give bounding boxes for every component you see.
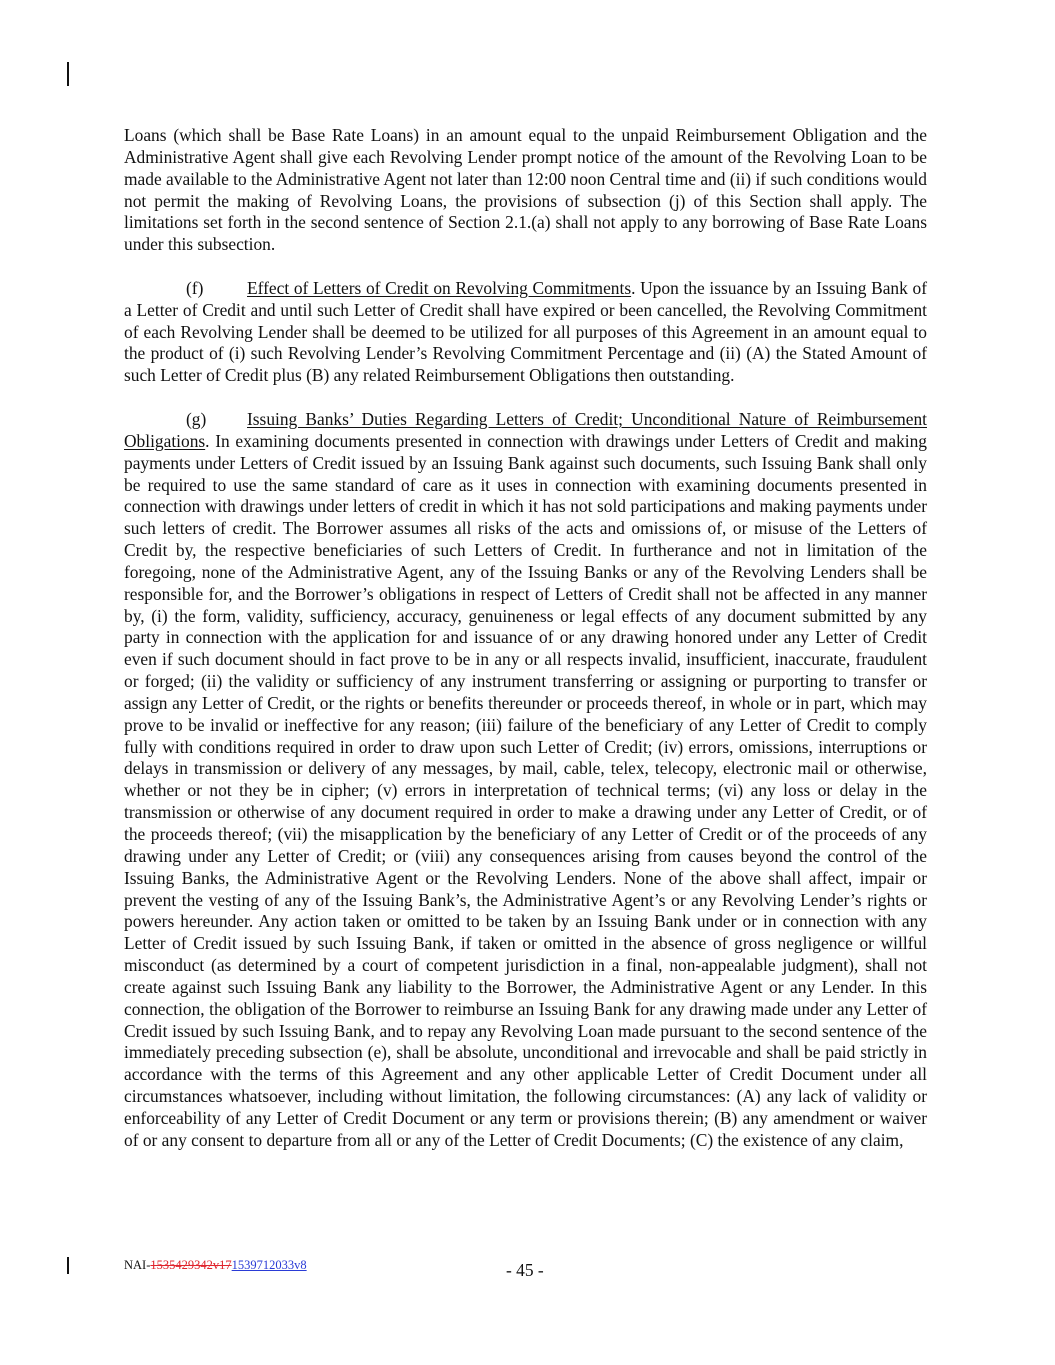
doc-id-deleted-version: 1535429342v17: [150, 1258, 232, 1272]
revision-change-bar-top: [67, 62, 69, 86]
section-g-paragraph: [124, 409, 927, 1152]
doc-id-prefix: NAI-: [124, 1258, 151, 1272]
doc-id-inserted-version: 1539712033v8: [231, 1258, 307, 1272]
section-f-heading: Effect of Letters of Credit on Revolving Commitments: [247, 277, 632, 298]
section-g-heading: Issuing Banks’ Duties Regarding Letters of Credit; Unconditional Nature of Reimbursement Obligations: [124, 408, 927, 451]
section-g-label: (g): [186, 408, 207, 429]
section-f-label: (f): [186, 277, 204, 298]
revision-change-bar-footer: [67, 1257, 69, 1274]
footer-document-id: [124, 1257, 307, 1273]
section-f-paragraph: [124, 278, 927, 387]
section-g-body: . In examining documents presented in connection with drawings under Letters of Credit and making payments under Letters of Credit issued by an Issuing Bank against such documents, such Issuing Bank shall only be required to use the same standard of care as it uses in connection with examining documents presented in connection with drawings under letters of credit in which it has not sold participations and making payments under such letters of credit. The Borrower assumes all risks of the acts and omissions of, or misuse of the Letters of Credit by, the respective beneficiaries of such Letters of Credit. In furtherance and not in limitation of the foregoing, none of the Administrative Agent, any of the Issuing Banks or any of the Revolving Lenders shall be responsible for, and the Borrower’s obligations in respect of Letters of Credit shall not be affected in any manner by, (i) the form, validity, sufficiency, accuracy, genuineness or legal effects of any document submitted by any party in connection with the application for and issuance of or any drawing honored under any Letter of Credit even if such document should in fact prove to be in any or all respects invalid, insufficient, inaccurate, fraudulent or forged; (ii) the validity or sufficiency of any instrument transferring or assigning or purporting to transfer or assign any Letter of Credit, or the rights or benefits thereunder or proceeds thereof, in whole or in part, which may prove to be invalid or ineffective for any reason; (iii) failure of the beneficiary of any Letter of Credit to comply fully with conditions required in order to draw upon such Letter of Credit; (iv) errors, omissions, interruptions or delays in transmission or delivery of any messages, by mail, cable, telex, telecopy, electronic mail or otherwise, whether or not they be in cipher; (v) errors in interpretation of technical terms; (vi) any loss or delay in the transmission or otherwise of any document required in order to make a drawing under any Letter of Credit, or of the proceeds thereof; (vii) the misapplication by the beneficiary of any Letter of Credit or of the proceeds of any drawing under any Letter of Credit; or (viii) any consequences arising from causes beyond the control of the Issuing Banks, the Administrative Agent or the Revolving Lenders. None of the above shall affect, impair or prevent the vesting of any of the Issuing Bank’s, the Administrative Agent’s or any Revolving Lender’s rights or powers hereunder. Any action taken or omitted to be taken by an Issuing Bank under or in connection with any Letter of Credit issued by such Issuing Bank, if taken or omitted in the absence of gross negligence or willful misconduct (as determined by a court of competent jurisdiction in a final, non-appealable judgment), shall not create against such Issuing Bank any liability to the Borrower, the Administrative Agent or any Lender. In this connection, the obligation of the Borrower to reimburse an Issuing Bank for any drawing made under any Letter of Credit issued by such Issuing Bank, and to repay any Revolving Loan made pursuant to the second sentence of the immediately preceding subsection (e), shall be absolute, unconditional and irrevocable and shall be paid strictly in accordance with the terms of this Agreement and any other applicable Letter of Credit Document under all circumstances whatsoever, including without limitation, the following circumstances: (A) any lack of validity or enforceability of any Letter of Credit Document or any term or provisions therein; (B) any amendment or waiver of or any consent to departure from all or any of the Letter of Credit Documents; (C) the existence of any claim,: [124, 430, 927, 1150]
document-body: [124, 125, 927, 1174]
section-f-body: . Upon the issuance by an Issuing Bank of a Letter of Credit and until such Letter of Credit shall have expired or been cancelled, the Revolving Commitment of each Revolving Lender shall be deemed to be utilized for all purposes of this Agreement in an amount equal to the product of (i) such Revolving Lender’s Revolving Commitment Percentage and (ii) (A) the Stated Amount of such Letter of Credit plus (B) any related Reimbursement Obligations then outstanding.: [124, 277, 927, 386]
page-number: - 45 -: [506, 1260, 544, 1280]
continuation-paragraph: Loans (which shall be Base Rate Loans) in an amount equal to the unpaid Reimbursement Obligation and the Administrative Agent shall give each Revolving Lender prompt notice of the amount of the Revolving Loan to be made available to the Administrative Agent not later than 12:00 noon Central time and (ii) if such conditions would not permit the making of Revolving Loans, the provisions of subsection (j) of this Section shall apply. The limitations set forth in the second sentence of Section 2.1.(a) shall not apply to any borrowing of Base Rate Loans under this subsection.: [124, 125, 927, 255]
